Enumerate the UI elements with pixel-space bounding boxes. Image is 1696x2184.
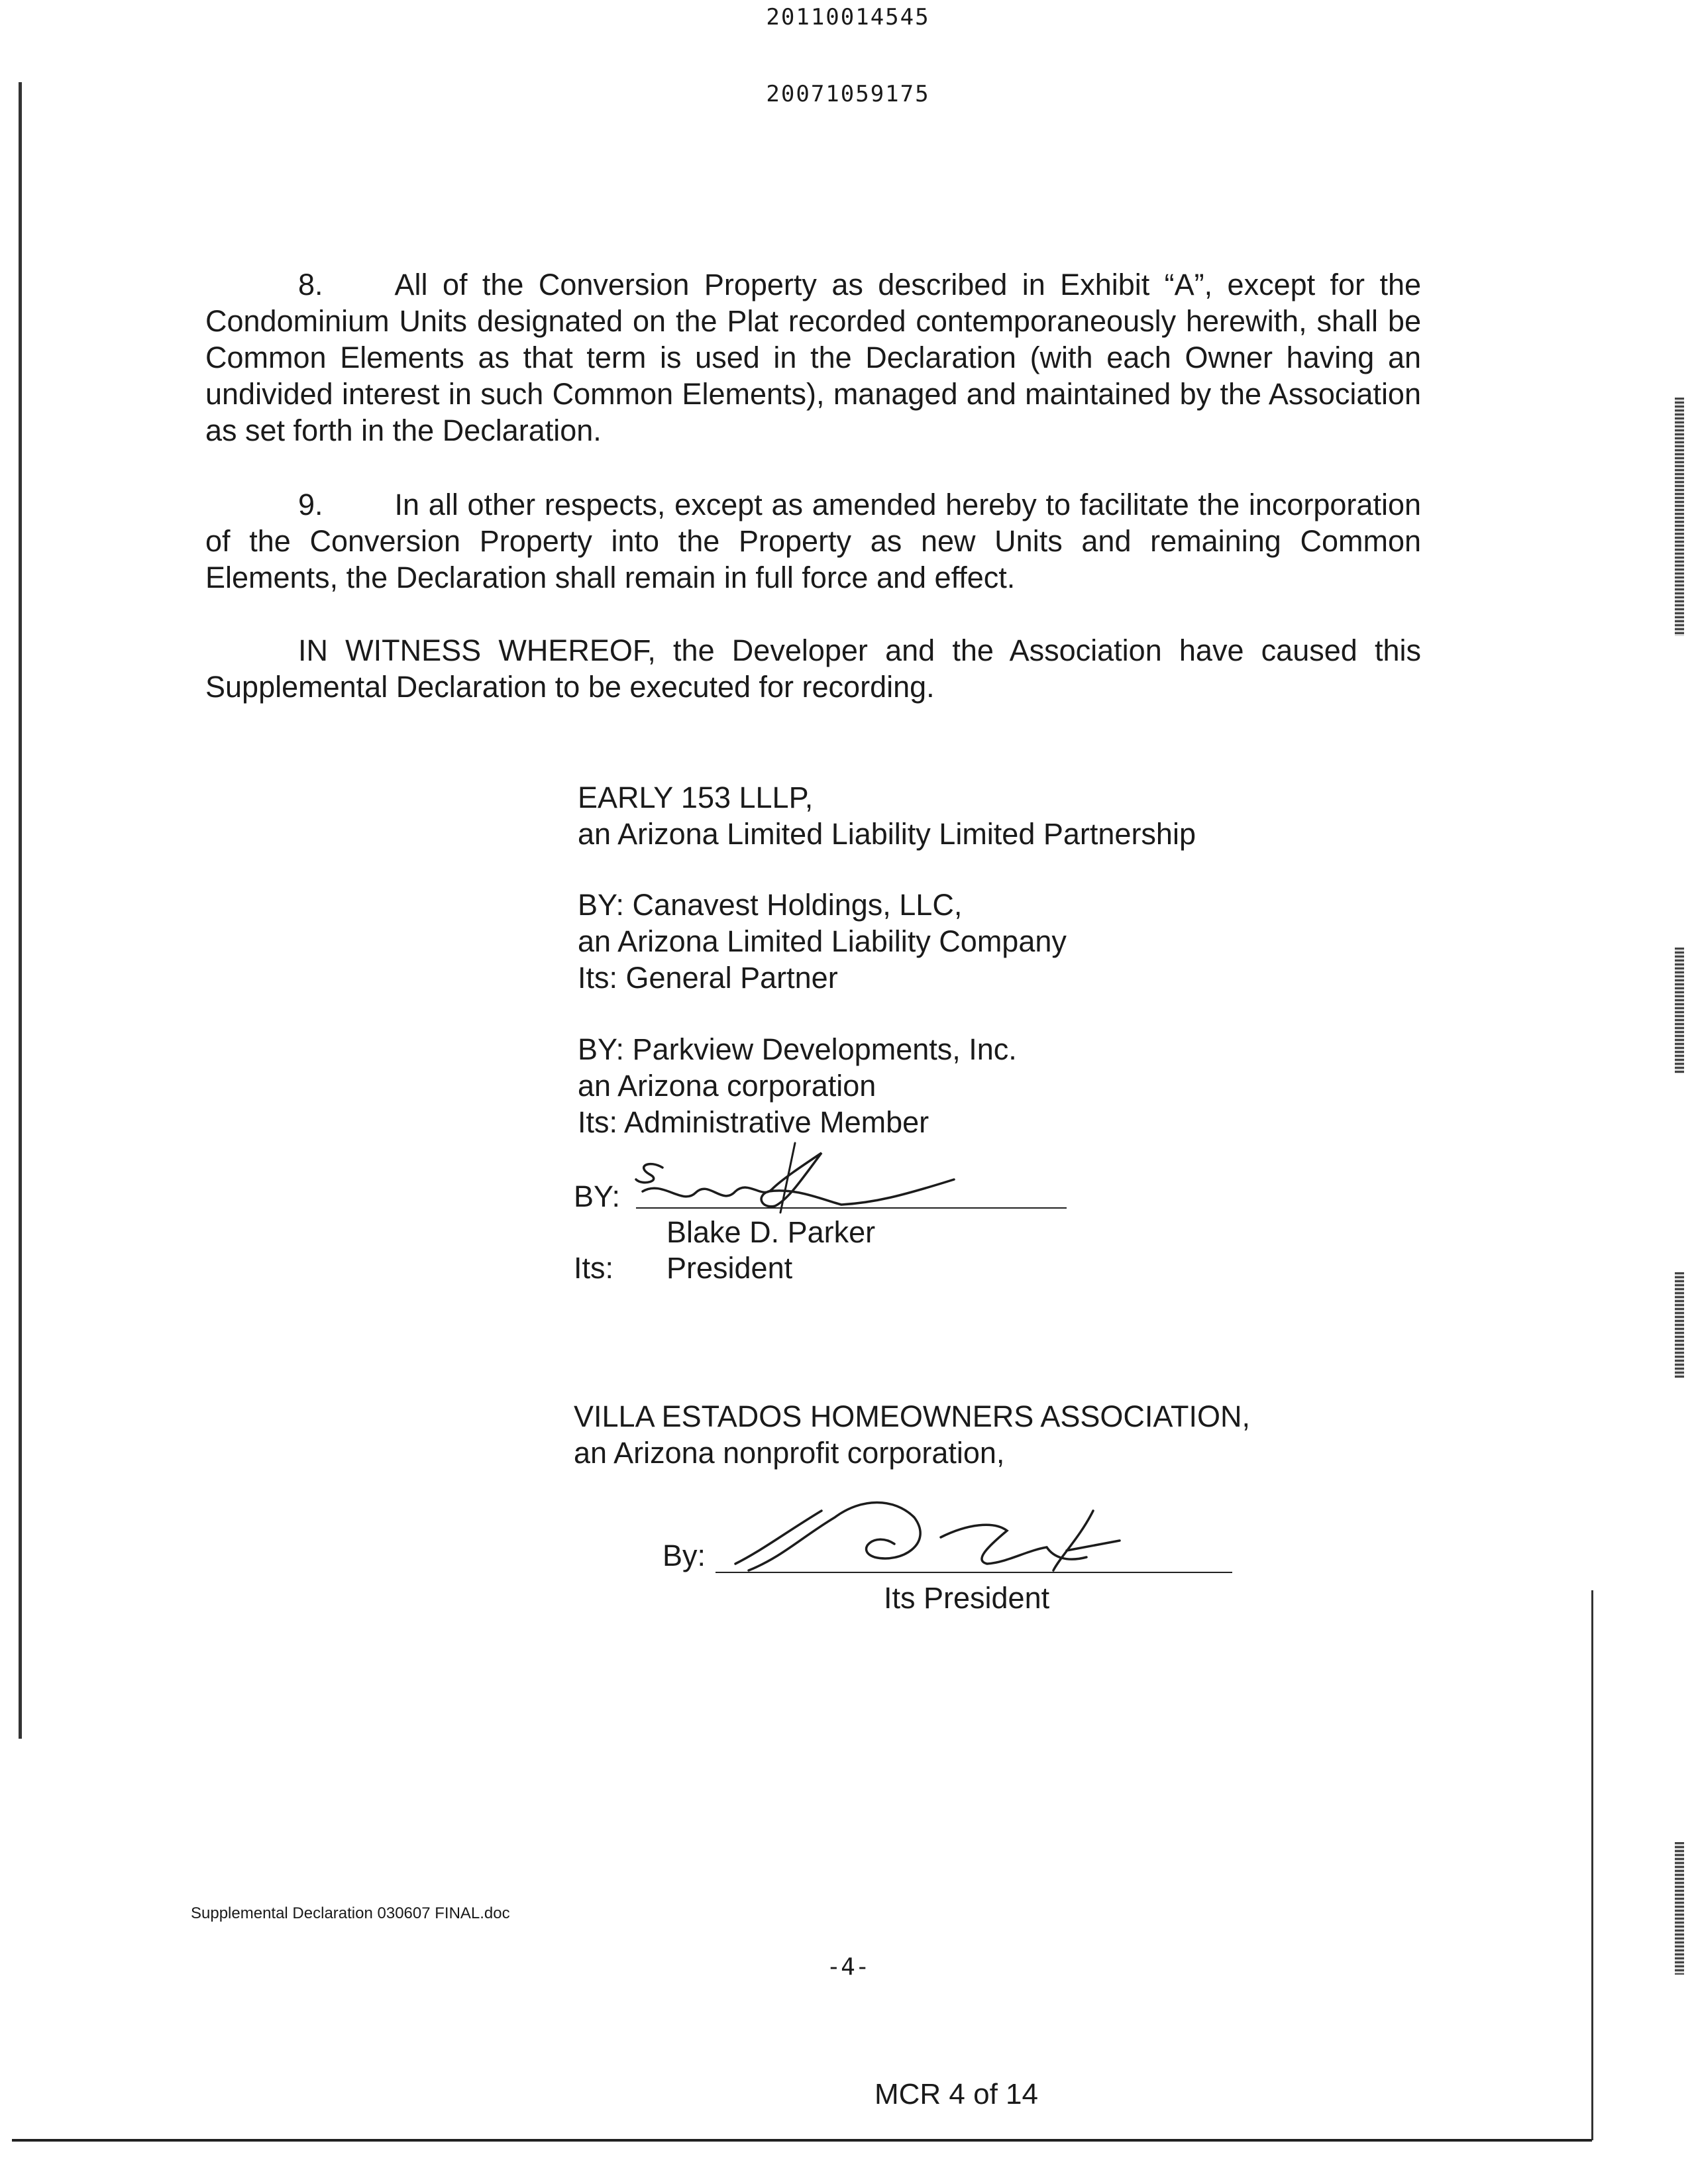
- signer-name: Blake D. Parker: [666, 1215, 876, 1249]
- developer-entity-name: EARLY 153 LLLP,: [578, 781, 814, 814]
- parkview-block: [578, 1031, 1017, 1140]
- association-signer-title: Its President: [884, 1581, 1050, 1615]
- recording-number-original: 20071059175: [766, 81, 930, 107]
- paragraph-8-number: 8.: [298, 268, 323, 301]
- canavest-desc: an Arizona Limited Liability Company: [578, 924, 1067, 958]
- mcr-page-count: MCR 4 of 14: [874, 2078, 1038, 2110]
- handwritten-signature-association: [722, 1484, 1146, 1590]
- handwritten-signature-parker: [623, 1140, 967, 1219]
- paragraph-8: [205, 266, 1421, 449]
- scan-right-edge-marks: [1675, 398, 1684, 636]
- developer-entity-desc: an Arizona Limited Liability Limited Partnership: [578, 817, 1196, 851]
- recording-number-current: 20110014545: [766, 4, 930, 30]
- witness-text: IN WITNESS WHEREOF, the Developer and the Association have caused this Supplemental Declaration to be executed for recording.: [205, 633, 1421, 704]
- signer-its-label: Its:: [574, 1251, 614, 1285]
- association-desc: an Arizona nonprofit corporation,: [574, 1436, 1005, 1470]
- paragraph-9-number: 9.: [298, 488, 323, 521]
- association-entity-block: [574, 1398, 1250, 1471]
- parkview-by: BY: Parkview Developments, Inc.: [578, 1032, 1017, 1066]
- witness-paragraph: [205, 632, 1421, 705]
- signature-by-label-1: BY:: [574, 1179, 621, 1213]
- scan-right-edge-marks: [1675, 1272, 1684, 1378]
- scan-left-edge: [19, 82, 22, 1739]
- signature-by-label-2: By:: [662, 1539, 706, 1572]
- scan-bottom-rule: [12, 2139, 1592, 2142]
- footer-document-name: Supplemental Declaration 030607 FINAL.doc: [191, 1904, 510, 1922]
- developer-entity-block: [578, 779, 1196, 852]
- parkview-desc: an Arizona corporation: [578, 1069, 876, 1103]
- parkview-role: Its: Administrative Member: [578, 1105, 929, 1139]
- association-name: VILLA ESTADOS HOMEOWNERS ASSOCIATION,: [574, 1399, 1251, 1433]
- signer-title: President: [666, 1251, 793, 1285]
- scan-right-edge-marks: [1675, 948, 1684, 1073]
- page-number: -4-: [826, 1953, 870, 1981]
- paragraph-9: [205, 486, 1421, 596]
- paragraph-9-text: In all other respects, except as amended hereby to facilitate the incorporation of the Conversion Property into the Property as new Units and remaining Common Elements, the Declaration shall remain in full force and effect.: [205, 488, 1421, 594]
- paragraph-8-text: All of the Conversion Property as described in Exhibit “A”, except for the Condominium Units designated on the Plat recorded contemporaneously herewith, shall be Common Elements as that term is used in the Declaration (with each Owner having an undivided interest in such Common Elements), managed and maintained by the Association as set forth in the Declaration.: [205, 268, 1421, 447]
- scan-right-rule: [1591, 1590, 1593, 2140]
- canavest-block: [578, 887, 1067, 996]
- canavest-role: Its: General Partner: [578, 961, 838, 995]
- canavest-by: BY: Canavest Holdings, LLC,: [578, 888, 963, 922]
